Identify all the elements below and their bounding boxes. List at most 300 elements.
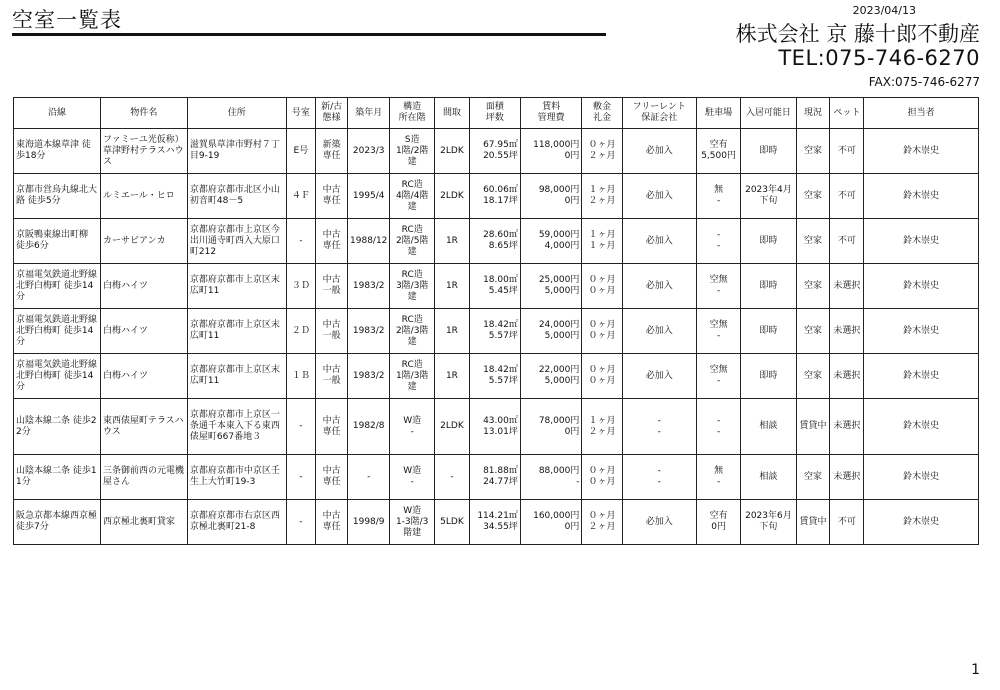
structure-cell-line: 2階/3階建 <box>395 325 429 347</box>
parking-cell-line: - <box>716 426 721 437</box>
structure-cell-line: RC造 <box>401 359 423 370</box>
guarantee-cell <box>622 264 696 309</box>
rent-cell <box>520 174 582 219</box>
status-cell: 空家 <box>796 354 830 399</box>
structure-cell-line: 1階/3階建 <box>395 370 429 392</box>
name-cell: カーサビアンカ <box>100 219 187 264</box>
parking-cell-line: 空有 <box>709 511 728 521</box>
built-cell: 1983/2 <box>348 309 390 354</box>
column-header: 沿線 <box>14 98 101 129</box>
status-cell: 空家 <box>796 309 830 354</box>
rent-cell <box>520 455 582 500</box>
page-number: 1 <box>971 662 980 678</box>
vacancy-table <box>13 97 979 545</box>
guarantee-cell-line: - <box>657 415 661 426</box>
line-cell: 山陰本線二条 徒歩22分 <box>14 399 101 455</box>
deposit-cell <box>582 219 622 264</box>
structure-cell-line: W造 <box>403 505 422 516</box>
column-header: 入居可能日 <box>741 98 796 129</box>
guarantee-cell <box>622 219 696 264</box>
available-cell: 即時 <box>741 264 796 309</box>
guarantee-cell <box>622 455 696 500</box>
guarantee-cell <box>622 354 696 399</box>
type-cell-line: 一般 <box>322 286 341 296</box>
staff-cell: 鈴木崇史 <box>864 500 979 545</box>
column-header: 駐車場 <box>696 98 741 129</box>
deposit-cell-line: １ヶ月 <box>588 230 616 240</box>
available-cell: 即時 <box>741 219 796 264</box>
issue-date: 2023/04/13 <box>852 4 916 17</box>
room-cell: E号 <box>286 129 316 174</box>
rent-cell-line: 22,000円 <box>538 365 580 375</box>
area-cell-line: 28.60㎡ <box>483 230 518 240</box>
table-row <box>14 264 979 309</box>
area-cell-line: 67.95㎡ <box>483 140 518 150</box>
deposit-cell <box>582 264 622 309</box>
guarantee-cell-line: - <box>657 466 661 476</box>
type-cell <box>316 174 348 219</box>
layout-cell: 1R <box>434 309 469 354</box>
status-cell: 空家 <box>796 219 830 264</box>
parking-cell-line: - <box>716 286 721 296</box>
area-cell <box>469 129 520 174</box>
rent-cell-line: 5,000円 <box>544 286 580 296</box>
deposit-cell-line: ０ヶ月 <box>588 376 616 386</box>
pet-cell: 未選択 <box>830 399 864 455</box>
deposit-cell-line: ０ヶ月 <box>588 365 616 375</box>
parking-cell-line: - <box>716 230 721 240</box>
guarantee-cell-line: 必加入 <box>645 325 673 336</box>
page-title: 空室一覧表 <box>12 8 122 32</box>
parking-cell <box>696 354 741 399</box>
pet-cell: 不可 <box>830 174 864 219</box>
column-header: 面積 坪数 <box>469 98 520 129</box>
line-cell: 京福電気鉄道北野線北野白梅町 徒歩14分 <box>14 354 101 399</box>
column-header: ペット <box>830 98 864 129</box>
type-cell <box>316 500 348 545</box>
pet-cell: 不可 <box>830 500 864 545</box>
pet-cell: 未選択 <box>830 354 864 399</box>
address-cell: 京都府京都市上京区末広町11 <box>187 354 286 399</box>
deposit-cell <box>582 500 622 545</box>
structure-cell <box>390 399 435 455</box>
structure-cell <box>390 309 435 354</box>
table-row <box>14 309 979 354</box>
structure-cell-line: 1-3階/3階建 <box>395 516 429 538</box>
rent-cell-line: 160,000円 <box>533 511 580 521</box>
rent-cell <box>520 500 582 545</box>
type-cell-line: 中古 <box>322 230 341 240</box>
type-cell <box>316 129 348 174</box>
address-cell: 京都府京都市北区小山初音町48－5 <box>187 174 286 219</box>
available-cell: 2023年4月下旬 <box>741 174 796 219</box>
area-cell-line: 8.65坪 <box>488 241 518 251</box>
line-cell: 京阪鴨東線出町柳 徒歩6分 <box>14 219 101 264</box>
guarantee-cell-line: 必加入 <box>645 235 673 246</box>
column-header: 間取 <box>434 98 469 129</box>
structure-cell <box>390 264 435 309</box>
type-cell-line: 中古 <box>322 320 341 330</box>
table-row <box>14 219 979 264</box>
rent-cell-line: 0円 <box>564 196 580 206</box>
rent-cell <box>520 354 582 399</box>
deposit-cell <box>582 455 622 500</box>
structure-cell-line: 1階/2階建 <box>395 145 429 167</box>
structure-cell-line: W造 <box>403 415 422 426</box>
parking-cell-line: - <box>716 415 721 426</box>
rent-cell-line: 118,000円 <box>533 140 580 150</box>
parking-cell-line: - <box>716 477 721 487</box>
parking-cell <box>696 455 741 500</box>
parking-cell-line: - <box>716 196 721 206</box>
address-cell: 京都府京都市上京区一条通千本東入下る東西俵屋町667番地３ <box>187 399 286 455</box>
built-cell: 2023/3 <box>348 129 390 174</box>
name-cell: 西京極北裏町貸家 <box>100 500 187 545</box>
built-cell: 1995/4 <box>348 174 390 219</box>
pet-cell: 未選択 <box>830 455 864 500</box>
built-cell: 1983/2 <box>348 264 390 309</box>
address-cell: 京都府京都市中京区壬生上大竹町19-3 <box>187 455 286 500</box>
layout-cell: 1R <box>434 264 469 309</box>
deposit-cell-line: １ヶ月 <box>588 185 616 195</box>
company-name: 株式会社 京 藤十郎不動産 <box>735 22 980 46</box>
built-cell: 1983/2 <box>348 354 390 399</box>
rent-cell <box>520 264 582 309</box>
area-cell-line: 18.17坪 <box>483 196 518 206</box>
room-cell: ２Ｄ <box>286 309 316 354</box>
area-cell-line: 43.00㎡ <box>483 415 518 426</box>
guarantee-cell-line: 必加入 <box>645 190 673 201</box>
table-row <box>14 129 979 174</box>
line-cell: 阪急京都本線西京極 徒歩7分 <box>14 500 101 545</box>
parking-cell-line: 空有 <box>709 140 728 150</box>
structure-cell-line: RC造 <box>401 179 423 190</box>
parking-cell-line: 0円 <box>711 522 726 532</box>
type-cell-line: 専任 <box>322 196 341 206</box>
type-cell <box>316 309 348 354</box>
status-cell: 賃貸中 <box>796 399 830 455</box>
parking-cell-line: - <box>716 331 721 341</box>
column-header: 住所 <box>187 98 286 129</box>
line-cell: 京都市営烏丸線北大路 徒歩5分 <box>14 174 101 219</box>
rent-cell-line: 0円 <box>564 522 580 532</box>
area-cell <box>469 309 520 354</box>
status-cell: 賃貸中 <box>796 500 830 545</box>
status-cell: 空家 <box>796 455 830 500</box>
guarantee-cell <box>622 309 696 354</box>
layout-cell: 2LDK <box>434 174 469 219</box>
line-cell: 京福電気鉄道北野線北野白梅町 徒歩14分 <box>14 309 101 354</box>
name-cell: 東西俵屋町テラスハウス <box>100 399 187 455</box>
pet-cell: 不可 <box>830 219 864 264</box>
type-cell <box>316 455 348 500</box>
deposit-cell-line: ０ヶ月 <box>588 466 616 476</box>
area-cell-line: 24.77坪 <box>483 477 518 487</box>
parking-cell-line: - <box>716 376 721 386</box>
rent-cell-line: 5,000円 <box>544 331 580 341</box>
rent-cell-line: 25,000円 <box>538 275 580 285</box>
address-cell: 京都府京都市上京区末広町11 <box>187 264 286 309</box>
column-header: 担当者 <box>864 98 979 129</box>
room-cell: - <box>286 219 316 264</box>
type-cell <box>316 354 348 399</box>
deposit-cell-line: ０ヶ月 <box>588 477 616 487</box>
rent-cell-line: 0円 <box>564 426 580 437</box>
area-cell-line: 5.57坪 <box>488 376 518 386</box>
rent-cell <box>520 399 582 455</box>
staff-cell: 鈴木崇史 <box>864 399 979 455</box>
deposit-cell <box>582 174 622 219</box>
column-header: 構造 所在階 <box>390 98 435 129</box>
line-cell: 山陰本線二条 徒歩11分 <box>14 455 101 500</box>
guarantee-cell-line: 必加入 <box>645 280 673 291</box>
type-cell-line: 中古 <box>322 511 341 521</box>
deposit-cell-line: ２ヶ月 <box>588 196 616 206</box>
line-cell: 東海道本線草津 徒歩18分 <box>14 129 101 174</box>
area-cell-line: 20.55坪 <box>483 151 518 161</box>
available-cell: 即時 <box>741 354 796 399</box>
built-cell: 1982/8 <box>348 399 390 455</box>
deposit-cell <box>582 129 622 174</box>
structure-cell-line: 3階/3階建 <box>395 280 429 302</box>
guarantee-cell-line: 必加入 <box>645 145 673 156</box>
parking-cell <box>696 174 741 219</box>
parking-cell-line: 無 <box>714 185 724 195</box>
layout-cell: 5LDK <box>434 500 469 545</box>
parking-cell <box>696 399 741 455</box>
layout-cell: - <box>434 455 469 500</box>
parking-cell-line: 空無 <box>709 275 728 285</box>
staff-cell: 鈴木崇史 <box>864 219 979 264</box>
column-header: 敷金 礼金 <box>582 98 622 129</box>
name-cell: ルミエール・ヒロ <box>100 174 187 219</box>
parking-cell <box>696 264 741 309</box>
line-cell: 京福電気鉄道北野線北野白梅町 徒歩14分 <box>14 264 101 309</box>
deposit-cell-line: ０ヶ月 <box>588 140 616 150</box>
pet-cell: 未選択 <box>830 264 864 309</box>
table-row <box>14 174 979 219</box>
structure-cell <box>390 174 435 219</box>
structure-cell-line: - <box>410 477 414 487</box>
parking-cell-line: - <box>716 241 721 251</box>
area-cell <box>469 354 520 399</box>
structure-cell-line: W造 <box>403 466 422 476</box>
name-cell: 白梅ハイツ <box>100 264 187 309</box>
area-cell-line: 5.57坪 <box>488 331 518 341</box>
rent-cell-line: - <box>576 477 580 487</box>
room-cell: １Ｂ <box>286 354 316 399</box>
column-header: 築年月 <box>348 98 390 129</box>
room-cell: ４Ｆ <box>286 174 316 219</box>
type-cell-line: 一般 <box>322 331 341 341</box>
structure-cell <box>390 500 435 545</box>
area-cell-line: 81.88㎡ <box>483 466 518 476</box>
rent-cell-line: 24,000円 <box>538 320 580 330</box>
staff-cell: 鈴木崇史 <box>864 174 979 219</box>
structure-cell-line: RC造 <box>401 314 423 325</box>
deposit-cell <box>582 309 622 354</box>
deposit-cell-line: ０ヶ月 <box>588 331 616 341</box>
type-cell-line: 中古 <box>322 365 341 375</box>
area-cell-line: 114.21㎡ <box>477 511 518 521</box>
type-cell-line: 専任 <box>322 241 341 251</box>
structure-cell-line: 4階/4階建 <box>395 190 429 212</box>
deposit-cell-line: １ヶ月 <box>588 415 616 426</box>
pet-cell: 未選択 <box>830 309 864 354</box>
rent-cell <box>520 219 582 264</box>
area-cell-line: 34.55坪 <box>483 522 518 532</box>
area-cell <box>469 174 520 219</box>
layout-cell: 2LDK <box>434 399 469 455</box>
type-cell <box>316 264 348 309</box>
deposit-cell-line: ２ヶ月 <box>588 151 616 161</box>
rent-cell-line: 98,000円 <box>538 185 580 195</box>
address-cell: 京都府京都市右京区西京極北裏町21-8 <box>187 500 286 545</box>
built-cell: 1988/12 <box>348 219 390 264</box>
area-cell-line: 18.42㎡ <box>483 365 518 375</box>
name-cell: 白梅ハイツ <box>100 309 187 354</box>
area-cell <box>469 399 520 455</box>
area-cell <box>469 455 520 500</box>
area-cell <box>469 264 520 309</box>
parking-cell <box>696 309 741 354</box>
parking-cell <box>696 500 741 545</box>
built-cell: - <box>348 455 390 500</box>
staff-cell: 鈴木崇史 <box>864 264 979 309</box>
address-cell: 京都府京都市上京区末広町11 <box>187 309 286 354</box>
column-header: 新/古 態様 <box>316 98 348 129</box>
address-cell: 京都府京都市上京区今出川通寺町西入大原口町212 <box>187 219 286 264</box>
column-header: 号室 <box>286 98 316 129</box>
deposit-cell <box>582 354 622 399</box>
area-cell-line: 60.06㎡ <box>483 185 518 195</box>
deposit-cell-line: ０ヶ月 <box>588 511 616 521</box>
status-cell: 空家 <box>796 174 830 219</box>
status-cell: 空家 <box>796 129 830 174</box>
column-header: 現況 <box>796 98 830 129</box>
title-underline <box>12 33 606 36</box>
available-cell: 即時 <box>741 129 796 174</box>
rent-cell-line: 0円 <box>564 151 580 161</box>
type-cell-line: 専任 <box>322 522 341 532</box>
rent-cell <box>520 129 582 174</box>
type-cell <box>316 219 348 264</box>
rent-cell-line: 88,000円 <box>538 466 580 476</box>
area-cell <box>469 219 520 264</box>
name-cell: 白梅ハイツ <box>100 354 187 399</box>
table-row <box>14 399 979 455</box>
type-cell-line: 専任 <box>322 477 341 487</box>
deposit-cell-line: ２ヶ月 <box>588 522 616 532</box>
deposit-cell-line: ０ヶ月 <box>588 320 616 330</box>
layout-cell: 2LDK <box>434 129 469 174</box>
rent-cell-line: 78,000円 <box>538 415 580 426</box>
parking-cell-line: 無 <box>714 466 724 476</box>
parking-cell-line: 空無 <box>709 365 728 375</box>
status-cell: 空家 <box>796 264 830 309</box>
rent-cell-line: 4,000円 <box>544 241 580 251</box>
available-cell: 相談 <box>741 455 796 500</box>
layout-cell: 1R <box>434 354 469 399</box>
area-cell-line: 18.00㎡ <box>483 275 518 285</box>
fax-number: FAX:075-746-6277 <box>868 75 980 89</box>
parking-cell <box>696 129 741 174</box>
available-cell: 相談 <box>741 399 796 455</box>
structure-cell <box>390 455 435 500</box>
type-cell-line: 中古 <box>322 275 341 285</box>
area-cell <box>469 500 520 545</box>
built-cell: 1998/9 <box>348 500 390 545</box>
available-cell: 2023年6月下旬 <box>741 500 796 545</box>
structure-cell-line: - <box>410 426 414 437</box>
guarantee-cell <box>622 174 696 219</box>
room-cell: ３Ｄ <box>286 264 316 309</box>
guarantee-cell-line: 必加入 <box>645 516 673 527</box>
deposit-cell-line: １ヶ月 <box>588 241 616 251</box>
column-header: 賃料 管理費 <box>520 98 582 129</box>
type-cell-line: 中古 <box>322 466 341 476</box>
rent-cell-line: 5,000円 <box>544 376 580 386</box>
staff-cell: 鈴木崇史 <box>864 129 979 174</box>
phone-number: TEL:075-746-6270 <box>778 46 980 70</box>
address-cell: 滋賀県草津市野村７丁目9-19 <box>187 129 286 174</box>
structure-cell-line: RC造 <box>401 224 423 235</box>
rent-cell-line: 59,000円 <box>538 230 580 240</box>
type-cell-line: 新築 <box>322 140 341 150</box>
staff-cell: 鈴木崇史 <box>864 309 979 354</box>
rent-cell <box>520 309 582 354</box>
guarantee-cell <box>622 399 696 455</box>
type-cell <box>316 399 348 455</box>
type-cell-line: 中古 <box>322 415 341 426</box>
table-header-row <box>14 98 979 129</box>
layout-cell: 1R <box>434 219 469 264</box>
type-cell-line: 中古 <box>322 185 341 195</box>
room-cell: - <box>286 455 316 500</box>
deposit-cell-line: ２ヶ月 <box>588 426 616 437</box>
structure-cell <box>390 219 435 264</box>
guarantee-cell <box>622 500 696 545</box>
structure-cell-line: 2階/5階建 <box>395 235 429 257</box>
guarantee-cell-line: - <box>657 426 661 437</box>
parking-cell-line: 5,500円 <box>701 151 736 161</box>
column-header: 物件名 <box>100 98 187 129</box>
staff-cell: 鈴木崇史 <box>864 455 979 500</box>
deposit-cell-line: ０ヶ月 <box>588 275 616 285</box>
column-header: フリーレント 保証会社 <box>622 98 696 129</box>
area-cell-line: 13.01坪 <box>483 426 518 437</box>
area-cell-line: 5.45坪 <box>488 286 518 296</box>
type-cell-line: 専任 <box>322 426 341 437</box>
guarantee-cell-line: - <box>657 477 661 487</box>
structure-cell-line: RC造 <box>401 269 423 280</box>
structure-cell <box>390 129 435 174</box>
pet-cell: 不可 <box>830 129 864 174</box>
staff-cell: 鈴木崇史 <box>864 354 979 399</box>
parking-cell-line: 空無 <box>709 320 728 330</box>
area-cell-line: 18.42㎡ <box>483 320 518 330</box>
guarantee-cell-line: 必加入 <box>645 370 673 381</box>
room-cell: - <box>286 500 316 545</box>
guarantee-cell <box>622 129 696 174</box>
deposit-cell <box>582 399 622 455</box>
deposit-cell-line: ０ヶ月 <box>588 286 616 296</box>
parking-cell <box>696 219 741 264</box>
table-row <box>14 354 979 399</box>
structure-cell <box>390 354 435 399</box>
structure-cell-line: S造 <box>404 134 420 145</box>
available-cell: 即時 <box>741 309 796 354</box>
